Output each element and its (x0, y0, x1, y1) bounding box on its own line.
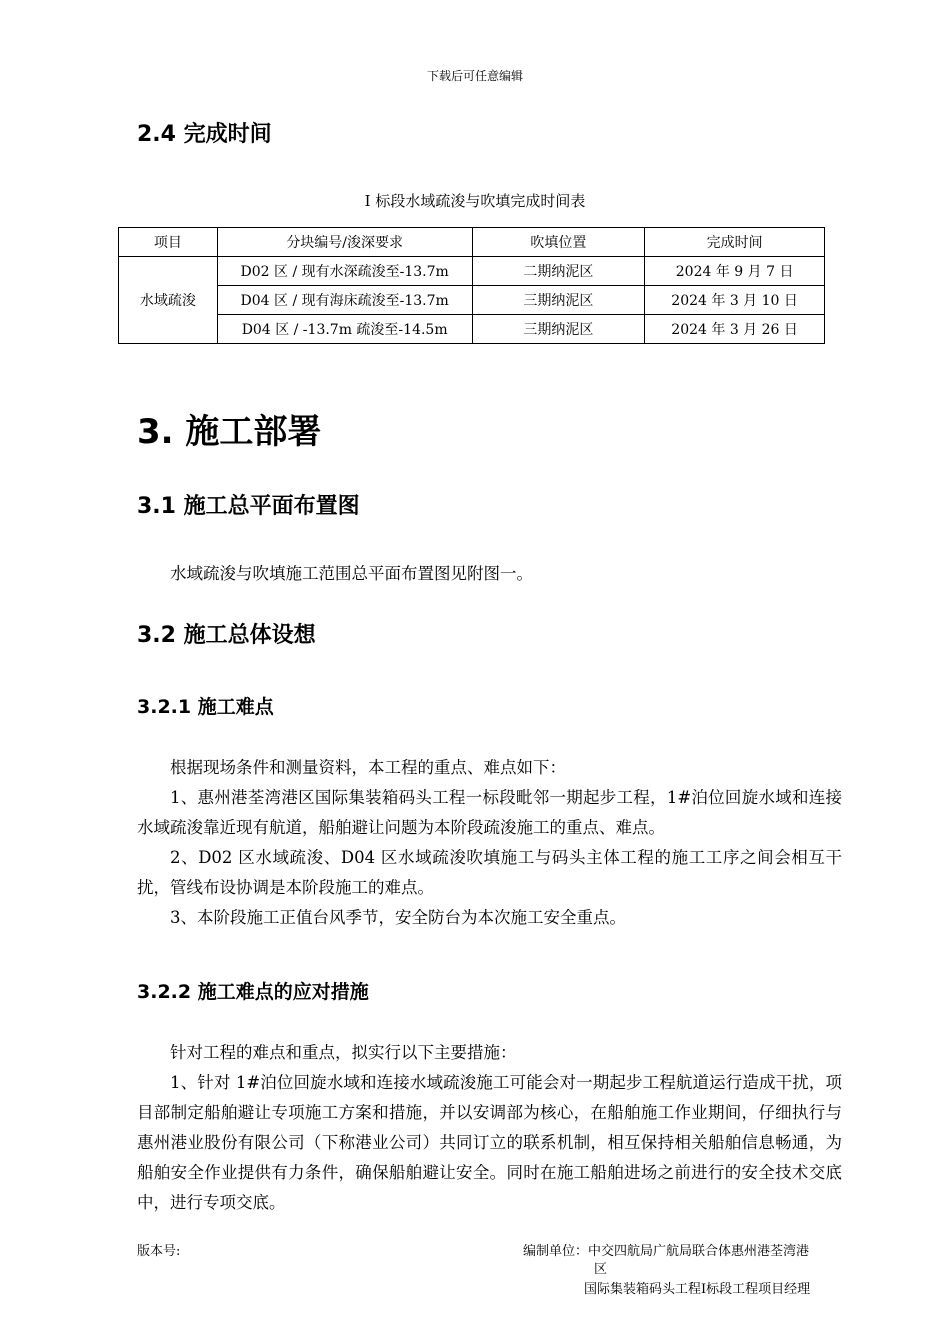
table-header-cell: 吹填位置 (472, 228, 645, 257)
section-3-2-heading: 3.2 施工总体设想 (137, 623, 316, 648)
table-row (119, 257, 825, 286)
footer-unit-line1: 编制单位：中交四航局广航局联合体惠州港荃湾港 (523, 1244, 810, 1259)
table-cell: 三期纳泥区 (472, 286, 645, 315)
table-cell: 2024 年 9 月 7 日 (645, 257, 825, 286)
table-cell: 三期纳泥区 (472, 315, 645, 344)
table-group-cell: 水域疏浚 (119, 257, 218, 344)
table-cell: 2024 年 3 月 10 日 (645, 286, 825, 315)
table-header-cell: 项目 (119, 228, 218, 257)
footer-unit-line3: 国际集装箱码头工程Ⅰ标段工程项目经理 (584, 1282, 811, 1297)
paragraph: 1、惠州港荃湾港区国际集装箱码头工程一标段毗邻一期起步工程，1#泊位回旋水域和连接水域疏浚靠近现有航道，船舶避让问题为本阶段疏浚施工的重点、难点。 (137, 788, 842, 837)
paragraph: 1、针对 1#泊位回旋水域和连接水域疏浚施工可能会对一期起步工程航道运行造成干扰，项目部制定船舶避让专项施工方案和措施，并以安调部为核心，在船舶施工作业期间，仔细执行与惠州港业股份有限公司（下称港业公司）共同订立的联系机制，相互保持相关船舶信息畅通，为船舶安全作业提供有力条件，确保船舶避让安全。同时在施工船舶进场之前进行的安全技术交底中，进行专项交底。 (137, 1073, 842, 1212)
table-row (119, 286, 825, 315)
paragraph: 针对工程的难点和重点，拟实行以下主要措施： (170, 1043, 517, 1062)
table-cell: 2024 年 3 月 26 日 (645, 315, 825, 344)
paragraph-3-1: 水域疏浚与吹填施工范围总平面布置图见附图一。 (170, 564, 533, 583)
paragraph: 2、D02 区水域疏浚、D04 区水域疏浚吹填施工与码头主体工程的施工工序之间会相互干扰，管线布设协调是本阶段施工的难点。 (137, 848, 842, 897)
footer-version-label: 版本号: (137, 1244, 181, 1259)
table-header-cell: 分块编号/浚深要求 (217, 228, 472, 257)
measures-list (137, 1038, 842, 1218)
table-header-row (119, 228, 825, 257)
table-cell: D04 区 / -13.7m 疏浚至-14.5m (217, 315, 472, 344)
table-cell: 二期纳泥区 (472, 257, 645, 286)
section-3-heading: 3. 施工部署 (137, 412, 322, 452)
paragraph: 3、本阶段施工正值台风季节，安全防台为本次施工安全重点。 (170, 908, 626, 927)
section-2-4-heading: 2.4 完成时间 (137, 122, 272, 147)
table-caption: Ⅰ 标段水域疏浚与吹填完成时间表 (364, 192, 586, 210)
section-3-2-2-heading: 3.2.2 施工难点的应对措施 (137, 981, 369, 1003)
header-note: 下载后可任意编辑 (426, 69, 523, 83)
difficulties-list (137, 753, 842, 933)
completion-time-table (118, 227, 825, 344)
footer-unit-line2: 区 (594, 1262, 608, 1277)
table-cell: D02 区 / 现有水深疏浚至-13.7m (217, 257, 472, 286)
table-header-cell: 完成时间 (645, 228, 825, 257)
section-3-1-heading: 3.1 施工总平面布置图 (137, 494, 360, 519)
table-cell: D04 区 / 现有海床疏浚至-13.7m (217, 286, 472, 315)
section-3-2-1-heading: 3.2.1 施工难点 (137, 696, 274, 718)
paragraph: 根据现场条件和测量资料，本工程的重点、难点如下： (170, 758, 566, 777)
table-row (119, 315, 825, 344)
